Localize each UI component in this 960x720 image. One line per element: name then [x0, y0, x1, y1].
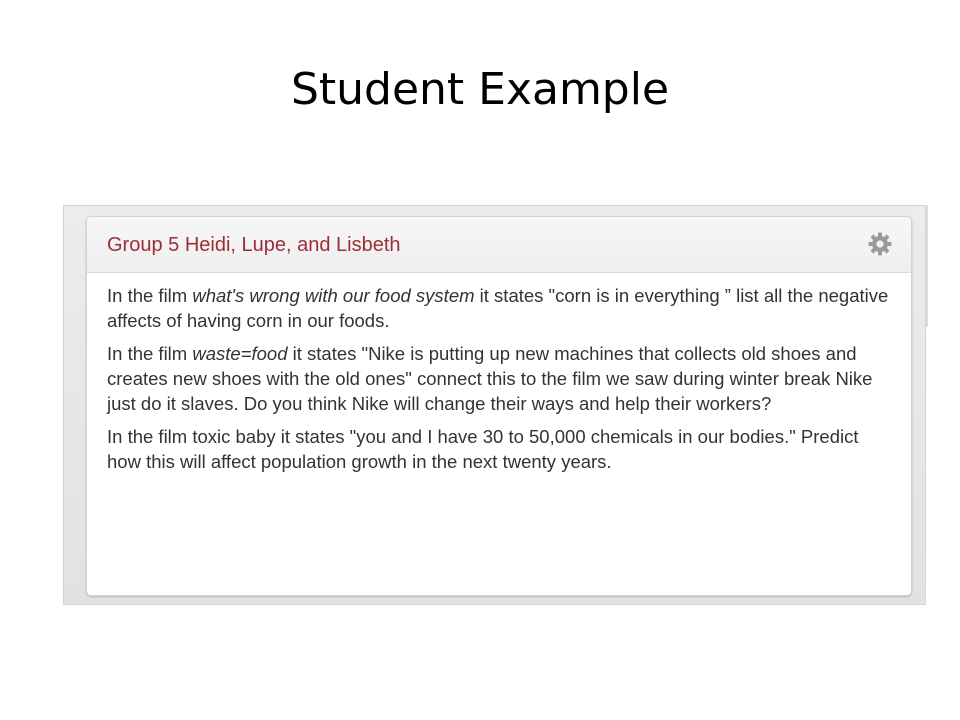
question-text: it states "Nike is putting up new machines that collects old shoes and creates new shoes with the old ones" connect this to the film we saw during winter break Nike just do it slaves. Do you think Nike will change their ways and help their workers? [107, 343, 873, 414]
question-text: it states "corn is in everything ” list all the negative affects of having corn in our foods. [107, 285, 889, 331]
question-text: In the film toxic baby it states "you and I have 30 to 50,000 chemicals in our bodies." Predict how this will affect population growth in the next twenty years. [107, 426, 859, 472]
card-header [87, 217, 911, 273]
question-text: In the film [107, 343, 193, 364]
question-text: In the film [107, 285, 193, 306]
divider [926, 205, 928, 327]
question-item [107, 341, 891, 416]
gear-icon[interactable] [867, 231, 893, 257]
card-body [87, 273, 911, 474]
question-item [107, 283, 891, 333]
film-title: waste=food [192, 343, 288, 364]
slide-title: Student Example [290, 64, 670, 115]
card-title: Group 5 Heidi, Lupe, and Lisbeth [107, 234, 401, 256]
discussion-card [86, 216, 912, 596]
embedded-screenshot [63, 205, 926, 605]
question-item [107, 424, 891, 474]
film-title: what's wrong with our food system [192, 285, 475, 306]
